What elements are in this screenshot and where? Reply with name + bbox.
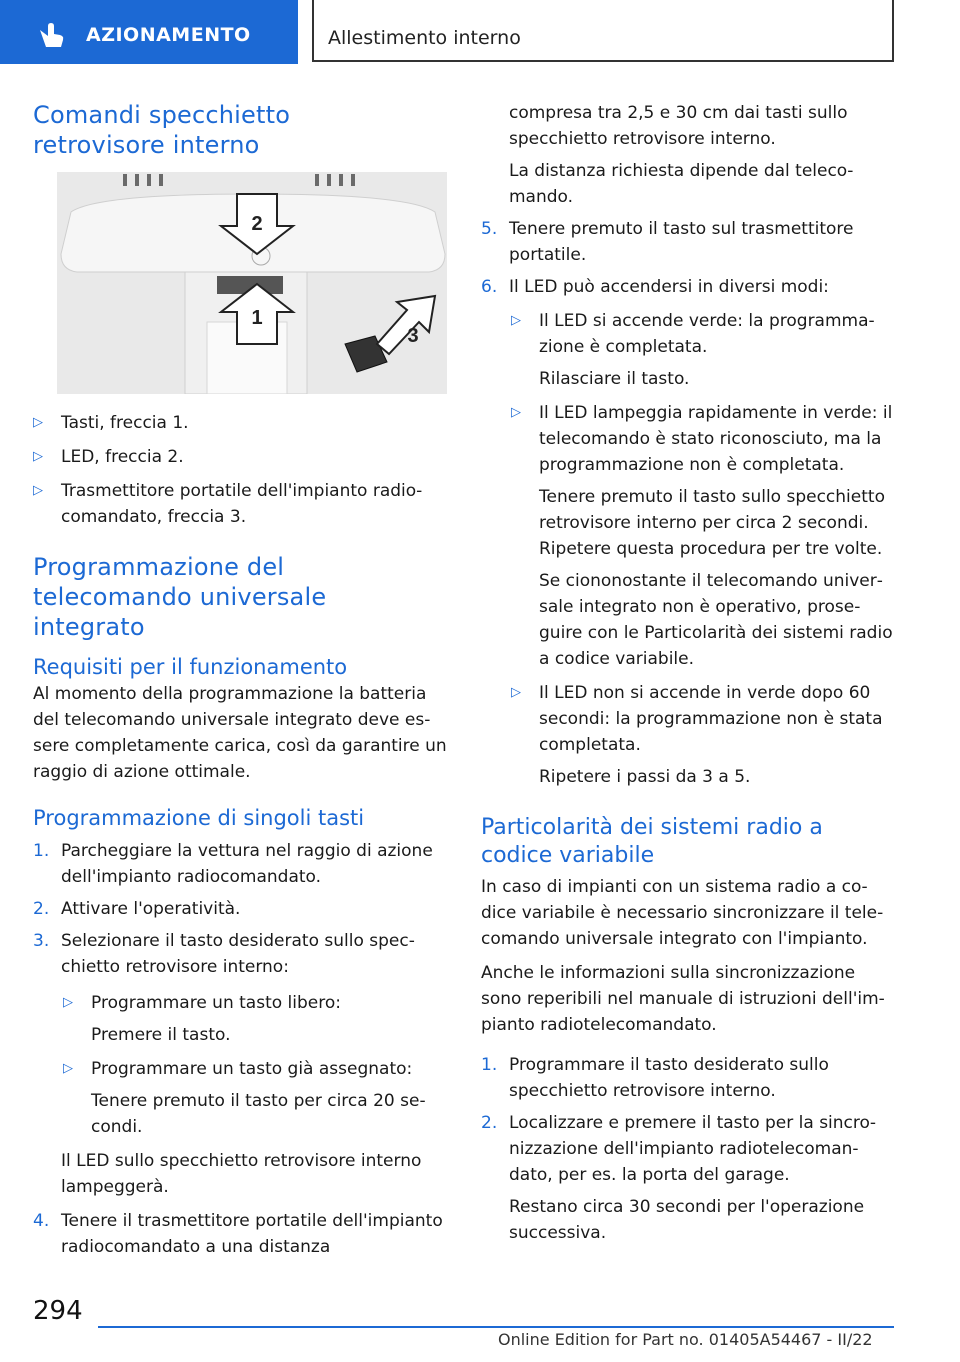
step-note: La distanza richiesta dipende dal telecomando. xyxy=(509,161,854,207)
sub-bullet-detail: Tenere premuto il tasto per circa 20 secondi. xyxy=(91,1091,426,1137)
list-item: ▷ LED, freccia 2. xyxy=(33,444,447,470)
steering-hand-icon xyxy=(36,20,66,48)
step-item: 2. Localizzare e premere il tasto per la sincronizzazione dell'impianto radiotelecomandato, per es. la porta del garage. xyxy=(481,1113,877,1185)
bullet-marker: ▷ xyxy=(63,995,73,1010)
subsection-box xyxy=(312,0,894,62)
sub-bullet: ▷ Il LED lampeggia rapidamente in verde: il telecomando è stato riconosciuto, ma la programmazione non è completata. xyxy=(481,400,895,478)
sub-bullet: ▷ Programmare un tasto già assegnato: xyxy=(33,1056,447,1082)
step-item: 6. Il LED può accendersi in diversi modi: xyxy=(481,277,829,297)
sub-bullet-detail: Premere il tasto. xyxy=(91,1025,231,1045)
left-column xyxy=(33,100,447,1260)
requirements-text: Al momento della programmazione la batteria del telecomando universale integrato deve essere completamente carica, così da garantire un raggio di azione ottimale. xyxy=(33,684,447,782)
edition-note: Online Edition for Part no. 01405A54467 - II/22 xyxy=(498,1330,873,1349)
sub-bullet-detail: Tenere premuto il tasto sullo specchietto retrovisore interno per circa 2 secondi. Ripetere questa procedura per tre volte. xyxy=(539,487,885,559)
bullet-marker: ▷ xyxy=(511,685,521,700)
step-note: Restano circa 30 secondi per l'operazione successiva. xyxy=(509,1197,865,1243)
bullet-marker: ▷ xyxy=(511,313,521,328)
list-item: ▷ Trasmettitore portatile dell'impianto radiocomandato, freccia 3. xyxy=(33,478,447,530)
step-item: 3. Selezionare il tasto desiderato sullo specchietto retrovisore interno: xyxy=(33,931,415,977)
heading-programming: Programmazione del telecomando universale integrato xyxy=(33,553,327,641)
sub-bullet-detail: Se ciononostante il telecomando universale integrato non è operativo, proseguire con le Particolarità dei sistemi radio a codice variabile. xyxy=(539,571,893,669)
bullet-marker: ▷ xyxy=(33,415,43,430)
list-item: ▷ Tasti, freccia 1. xyxy=(33,410,447,436)
bullet-marker: ▷ xyxy=(63,1061,73,1076)
figure-label-3: 3 xyxy=(407,325,419,347)
section-tab xyxy=(0,0,298,64)
mirror-illustration xyxy=(57,172,447,394)
step-item: 1. Parcheggiare la vettura nel raggio di azione dell'impianto radiocomandato. xyxy=(33,841,433,887)
step-item: 2. Attivare l'operatività. xyxy=(33,899,241,919)
subsection-title: Allestimento interno xyxy=(328,27,521,49)
variable-code-text: In caso di impianti con un sistema radio a codice variabile è necessario sincronizzare il telecomando universale integrato con l'impianto. xyxy=(481,877,884,949)
footer-divider xyxy=(98,1326,894,1328)
bullet-marker: ▷ xyxy=(33,483,43,498)
step-item: 1. Programmare il tasto desiderato sullo specchietto retrovisore interno. xyxy=(481,1055,829,1101)
sub-bullet-detail: Ripetere i passi da 3 a 5. xyxy=(539,767,751,787)
step-continuation: compresa tra 2,5 e 30 cm dai tasti sullo specchietto retrovisore interno. xyxy=(509,103,848,149)
variable-code-text: Anche le informazioni sulla sincronizzazione sono reperibili nel manuale di istruzioni dell'impianto radiotelecomandato. xyxy=(481,963,885,1035)
sub-bullet-detail: Rilasciare il tasto. xyxy=(539,369,690,389)
step-note: Il LED sullo specchietto retrovisore interno lampeggerà. xyxy=(61,1151,422,1197)
bullet-marker: ▷ xyxy=(511,405,521,420)
sub-bullet: ▷ Il LED si accende verde: la programmazione è completata. xyxy=(481,308,895,360)
right-column xyxy=(481,100,895,1246)
bullet-marker: ▷ xyxy=(33,449,43,464)
heading-mirror-controls: Comandi specchietto retrovisore interno xyxy=(33,101,291,159)
figure-label-2: 2 xyxy=(251,213,263,235)
subheading-requirements: Requisiti per il funzionamento xyxy=(33,655,348,679)
figure-label-1: 1 xyxy=(251,307,263,329)
step-item: 5. Tenere premuto il tasto sul trasmettitore portatile. xyxy=(481,219,854,265)
sub-bullet: ▷ Il LED non si accende in verde dopo 60 secondi: la programmazione non è stata completata. xyxy=(481,680,895,758)
step-item: 4. Tenere il trasmettitore portatile dell'impianto radiocomandato a una distanza xyxy=(33,1211,443,1257)
section-title: AZIONAMENTO xyxy=(86,24,251,46)
page-number: 294 xyxy=(33,1296,83,1326)
sub-bullet: ▷ Programmare un tasto libero: xyxy=(33,990,447,1016)
heading-variable-code: Particolarità dei sistemi radio a codice variabile xyxy=(481,815,823,868)
subheading-single-keys: Programmazione di singoli tasti xyxy=(33,806,365,830)
